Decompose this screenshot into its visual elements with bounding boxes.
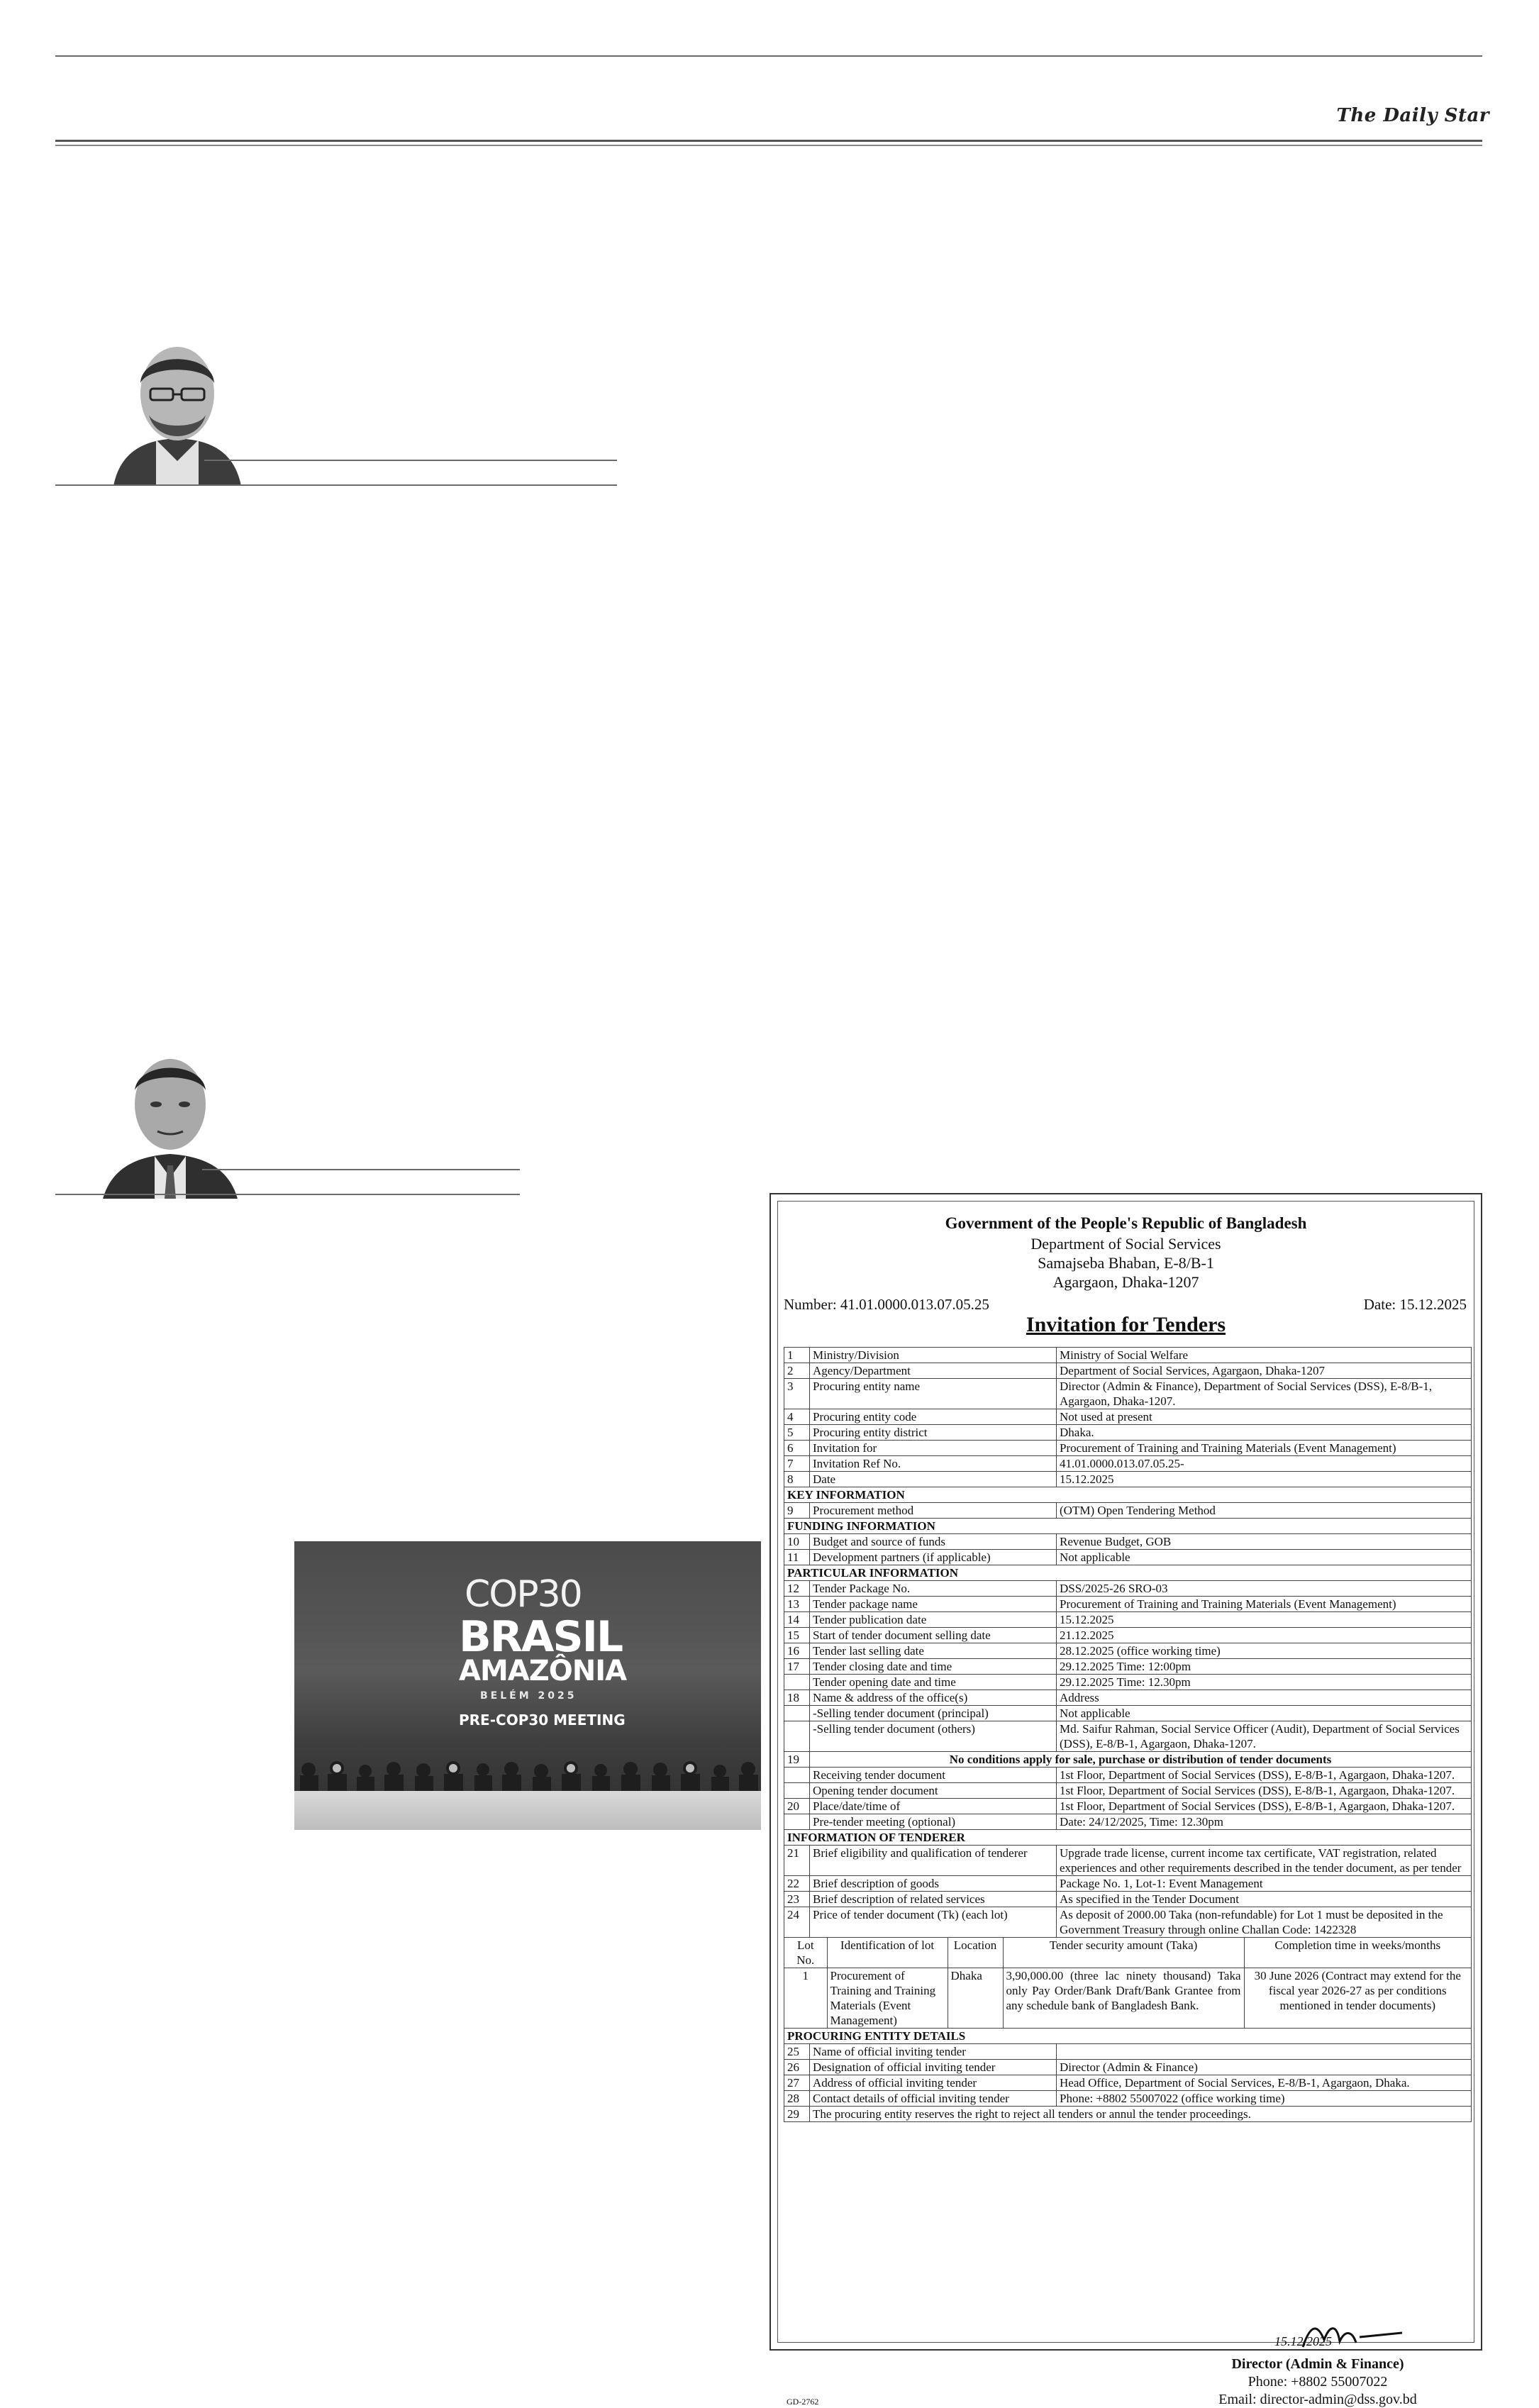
lot-lot-value: 1 xyxy=(784,1968,827,2029)
row-label: Procurement method xyxy=(810,1503,1057,1519)
row-number: 17 xyxy=(784,1659,810,1675)
row-value: Md. Saifur Rahman, Social Service Officer (Audit), Department of Social Services (DSS), E-8/B-1, Agargaon, Dhaka-1207. xyxy=(1057,1721,1472,1752)
table-row xyxy=(784,1768,1472,1783)
table-row xyxy=(784,1846,1472,1876)
row-label: Tender Package No. xyxy=(810,1581,1057,1597)
row-number xyxy=(784,1675,810,1690)
row-value: As deposit of 2000.00 Taka (non-refundable) for Lot 1 must be deposited in the Government Treasury through online Challan Code: 1422328 xyxy=(1057,1907,1472,1938)
table-row xyxy=(784,1581,1472,1597)
row-value xyxy=(1057,2044,1472,2060)
row-value: Phone: +8802 55007022 (office working time) xyxy=(1057,2091,1472,2107)
author-portrait xyxy=(99,1046,241,1199)
table-row xyxy=(784,1503,1472,1519)
lot-table-cell xyxy=(784,1938,1472,2029)
row-value: As specified in the Tender Document xyxy=(1057,1892,1472,1907)
signatory-email: Email: director-admin@dss.gov.bd xyxy=(1218,2392,1417,2407)
row-value: 28.12.2025 (office working time) xyxy=(1057,1643,1472,1659)
table-row xyxy=(784,1441,1472,1456)
row-number: 1 xyxy=(784,1348,810,1363)
row-label: Price of tender document (Tk) (each lot) xyxy=(810,1907,1057,1938)
table-row xyxy=(784,1659,1472,1675)
row-value: Not applicable xyxy=(1057,1706,1472,1721)
row-label: -Selling tender document (others) xyxy=(810,1721,1057,1752)
row-value: 15.12.2025 xyxy=(1057,1472,1472,1487)
row-number: 13 xyxy=(784,1597,810,1612)
section-heading: INFORMATION OF TENDERER xyxy=(784,1830,1472,1846)
signature-date: 15.12.2025 xyxy=(1274,2334,1332,2348)
signatory-title: Director (Admin & Finance) xyxy=(1231,2356,1404,2372)
row-value: Not applicable xyxy=(1057,1550,1472,1565)
row-label: Invitation Ref No. xyxy=(810,1456,1057,1472)
row-number: 2 xyxy=(784,1363,810,1379)
row-number: 28 xyxy=(784,2091,810,2107)
row-label: Budget and source of funds xyxy=(810,1534,1057,1550)
row-number: 19 xyxy=(784,1752,810,1768)
section-particular-information xyxy=(784,1565,1472,1581)
signature xyxy=(1218,2319,1459,2354)
table-row xyxy=(784,1363,1472,1379)
row-label: Tender opening date and time xyxy=(810,1675,1057,1690)
ad-address-line-2: Agargaon, Dhaka-1207 xyxy=(1052,1273,1199,1291)
row-label: Procuring entity name xyxy=(810,1379,1057,1409)
table-row xyxy=(784,1892,1472,1907)
row-label: Agency/Department xyxy=(810,1363,1057,1379)
row-number: 14 xyxy=(784,1612,810,1628)
photo-text-pre-cop30: PRE-COP30 MEETING xyxy=(459,1711,626,1729)
row-value: Director (Admin & Finance), Department of Social Services (DSS), E-8/B-1, Agargaon, Dhaka-1207. xyxy=(1057,1379,1472,1409)
author-rule-1a xyxy=(204,460,617,461)
table-row xyxy=(784,1409,1472,1425)
row-number: 15 xyxy=(784,1628,810,1643)
row-value: Director (Admin & Finance) xyxy=(1057,2060,1472,2075)
table-row xyxy=(784,1348,1472,1363)
row-number: 24 xyxy=(784,1907,810,1938)
photo-text-belem: BELÉM 2025 xyxy=(480,1690,577,1702)
table-row xyxy=(784,2075,1472,2091)
table-row xyxy=(784,1472,1472,1487)
table-row xyxy=(784,1814,1472,1830)
row-number: 11 xyxy=(784,1550,810,1565)
table-row xyxy=(784,1550,1472,1565)
row-label: Brief description of goods xyxy=(810,1876,1057,1892)
table-row xyxy=(784,1690,1472,1706)
row-label: Tender last selling date xyxy=(810,1643,1057,1659)
lot-loc-header: Location xyxy=(948,1938,1003,1968)
row-label: Invitation for xyxy=(810,1441,1057,1456)
lot-ident-value: Procurement of Training and Training Materials (Event Management) xyxy=(827,1968,948,2029)
lot-header-row xyxy=(784,1938,1471,1968)
row-label: Name & address of the office(s) xyxy=(810,1690,1057,1706)
row-label: Ministry/Division xyxy=(810,1348,1057,1363)
row-label: Date xyxy=(810,1472,1057,1487)
row-number xyxy=(784,1721,810,1752)
tender-ad-frame xyxy=(777,1201,1474,2407)
section-information-of-tenderer xyxy=(784,1830,1472,1846)
table-row xyxy=(784,1597,1472,1612)
row-label: -Selling tender document (principal) xyxy=(810,1706,1057,1721)
lot-lot-header: Lot No. xyxy=(796,1938,815,1967)
row-number: 16 xyxy=(784,1643,810,1659)
row-value: Procurement of Training and Training Materials (Event Management) xyxy=(1057,1441,1472,1456)
photo-text-brasil: BRASIL xyxy=(459,1612,623,1662)
ad-date: Date: 15.12.2025 xyxy=(1363,1296,1467,1313)
author-portrait xyxy=(106,333,248,486)
row-number: 23 xyxy=(784,1892,810,1907)
tender-info-table xyxy=(784,1347,1472,2122)
lot-loc-value: Dhaka xyxy=(948,1968,1003,2029)
table-row xyxy=(784,2091,1472,2107)
row-value: 41.01.0000.013.07.05.25- xyxy=(1057,1456,1472,1472)
row-number: 8 xyxy=(784,1472,810,1487)
row-number: 12 xyxy=(784,1581,810,1597)
ad-title: Invitation for Tenders xyxy=(1026,1313,1226,1336)
row-label: Contact details of official inviting tender xyxy=(810,2091,1057,2107)
row-value: Date: 24/12/2025, Time: 12.30pm xyxy=(1057,1814,1472,1830)
row-label: Tender publication date xyxy=(810,1612,1057,1628)
row-number: 9 xyxy=(784,1503,810,1519)
top-rule xyxy=(55,55,1482,57)
lot-sec-value: 3,90,000.00 (three lac ninety thousand) Taka only Pay Order/Bank Draft/Bank Grantee from any schedule bank of Bangladesh Bank. xyxy=(1003,1968,1244,2029)
table-row xyxy=(784,2060,1472,2075)
row-number: 25 xyxy=(784,2044,810,2060)
author-rule-2a xyxy=(202,1169,520,1170)
row-value: 15.12.2025 xyxy=(1057,1612,1472,1628)
row-label: Brief eligibility and qualification of tenderer xyxy=(810,1846,1057,1876)
row-label: Receiving tender document xyxy=(810,1768,1057,1783)
row-number: 5 xyxy=(784,1425,810,1441)
row-label: Brief description of related services xyxy=(810,1892,1057,1907)
row-label: Tender package name xyxy=(810,1597,1057,1612)
author-rule-2b xyxy=(55,1194,520,1195)
section-procuring-entity-details xyxy=(784,2029,1472,2044)
table-row xyxy=(784,1907,1472,1938)
header-rule-1 xyxy=(55,140,1482,142)
row-number: 29 xyxy=(784,2107,810,2122)
tender-advertisement xyxy=(770,1193,1482,2407)
ad-number-date-line xyxy=(784,1296,1467,1314)
photo-table xyxy=(294,1791,761,1830)
table-row xyxy=(784,1628,1472,1643)
row-value: Upgrade trade license, current income tax certificate, VAT registration, related experiences and other requirements described in the tender document, as per tender xyxy=(1057,1846,1472,1876)
row-text: The procuring entity reserves the right to reject all tenders or annul the tender proceedings. xyxy=(810,2107,1472,2122)
row-number: 27 xyxy=(784,2075,810,2091)
row-label: Designation of official inviting tender xyxy=(810,2060,1057,2075)
table-row-conditions xyxy=(784,1752,1472,1768)
row-number: 18 xyxy=(784,1690,810,1706)
row-number xyxy=(784,1706,810,1721)
table-row xyxy=(784,1612,1472,1628)
row-value: 21.12.2025 xyxy=(1057,1628,1472,1643)
row-value: Head Office, Department of Social Services, E-8/B-1, Agargaon, Dhaka. xyxy=(1057,2075,1472,2091)
lot-ident-header: Identification of lot xyxy=(827,1938,948,1968)
header-rule-2 xyxy=(55,145,1482,146)
table-row xyxy=(784,1876,1472,1892)
row-value: Procurement of Training and Training Materials (Event Management) xyxy=(1057,1597,1472,1612)
table-row xyxy=(784,1675,1472,1690)
lot-comp-header: Completion time in weeks/months xyxy=(1244,1938,1471,1968)
row-value: Package No. 1, Lot-1: Event Management xyxy=(1057,1876,1472,1892)
table-row xyxy=(784,1643,1472,1659)
row-label: Tender closing date and time xyxy=(810,1659,1057,1675)
masthead-logo: The Daily Star xyxy=(1336,105,1489,126)
section-heading: FUNDING INFORMATION xyxy=(784,1519,1472,1534)
section-key-information xyxy=(784,1487,1472,1503)
row-value: Department of Social Services, Agargaon, Dhaka-1207 xyxy=(1057,1363,1472,1379)
author-rule-1b xyxy=(55,484,617,486)
section-funding-information xyxy=(784,1519,1472,1534)
table-row-reservation xyxy=(784,2107,1472,2122)
row-label: Procuring entity district xyxy=(810,1425,1057,1441)
row-number: 4 xyxy=(784,1409,810,1425)
row-number: 6 xyxy=(784,1441,810,1456)
row-label: Opening tender document xyxy=(810,1783,1057,1799)
row-value: 1st Floor, Department of Social Services (DSS), E-8/B-1, Agargaon, Dhaka-1207. xyxy=(1057,1783,1472,1799)
photo-text-amazonia: AMAZÔNIA xyxy=(459,1655,627,1687)
table-row xyxy=(784,1379,1472,1409)
row-label: Pre-tender meeting (optional) xyxy=(810,1814,1057,1830)
row-label: Development partners (if applicable) xyxy=(810,1550,1057,1565)
ad-government-heading: Government of the People's Republic of Bangladesh xyxy=(945,1214,1307,1232)
lot-sec-header: Tender security amount (Taka) xyxy=(1003,1938,1244,1968)
table-row xyxy=(784,1706,1472,1721)
row-value: 29.12.2025 Time: 12:00pm xyxy=(1057,1659,1472,1675)
row-value: 1st Floor, Department of Social Services (DSS), E-8/B-1, Agargaon, Dhaka-1207. xyxy=(1057,1799,1472,1814)
ad-gd-number: GD-2762 xyxy=(787,2397,819,2407)
table-row xyxy=(784,2044,1472,2060)
lot-comp-value: 30 June 2026 (Contract may extend for the fiscal year 2026-27 as per conditions mentioned in tender documents) xyxy=(1244,1968,1471,2029)
row-number: 10 xyxy=(784,1534,810,1550)
table-row xyxy=(784,1534,1472,1550)
signatory-phone: Phone: +8802 55007022 xyxy=(1248,2374,1388,2390)
table-row xyxy=(784,1721,1472,1752)
row-value: Ministry of Social Welfare xyxy=(1057,1348,1472,1363)
photo-text-cop30: COP30 xyxy=(465,1573,582,1616)
row-number xyxy=(784,1768,810,1783)
row-number: 3 xyxy=(784,1379,810,1409)
row-value: DSS/2025-26 SRO-03 xyxy=(1057,1581,1472,1597)
section-heading: PROCURING ENTITY DETAILS xyxy=(784,2029,1472,2044)
cop30-meeting-photo xyxy=(294,1541,761,1830)
row-number xyxy=(784,1783,810,1799)
section-heading: KEY INFORMATION xyxy=(784,1487,1472,1503)
row-label: Start of tender document selling date xyxy=(810,1628,1057,1643)
row-value: Revenue Budget, GOB xyxy=(1057,1534,1472,1550)
table-row xyxy=(784,1799,1472,1814)
ad-address-line-1: Samajseba Bhaban, E-8/B-1 xyxy=(1038,1254,1214,1272)
lot-table xyxy=(784,1938,1471,2028)
ad-department: Department of Social Services xyxy=(1030,1235,1221,1253)
row-label: Place/date/time of xyxy=(810,1799,1057,1814)
row-number: 7 xyxy=(784,1456,810,1472)
row-number: 21 xyxy=(784,1846,810,1876)
table-row xyxy=(784,1456,1472,1472)
lot-data-row xyxy=(784,1968,1471,2029)
row-value: Address xyxy=(1057,1690,1472,1706)
row-value: (OTM) Open Tendering Method xyxy=(1057,1503,1472,1519)
row-value: Dhaka. xyxy=(1057,1425,1472,1441)
table-row xyxy=(784,1425,1472,1441)
row-value: 29.12.2025 Time: 12.30pm xyxy=(1057,1675,1472,1690)
row-number: 26 xyxy=(784,2060,810,2075)
row-number: 22 xyxy=(784,1876,810,1892)
row-text: No conditions apply for sale, purchase or distribution of tender documents xyxy=(810,1752,1472,1768)
row-value: Not used at present xyxy=(1057,1409,1472,1425)
row-number xyxy=(784,1814,810,1830)
ad-number: Number: 41.01.0000.013.07.05.25 xyxy=(784,1296,989,1313)
section-heading: PARTICULAR INFORMATION xyxy=(784,1565,1472,1581)
row-number: 20 xyxy=(784,1799,810,1814)
row-value: 1st Floor, Department of Social Services (DSS), E-8/B-1, Agargaon, Dhaka-1207. xyxy=(1057,1768,1472,1783)
row-label: Name of official inviting tender xyxy=(810,2044,1057,2060)
table-row xyxy=(784,1783,1472,1799)
row-label: Address of official inviting tender xyxy=(810,2075,1057,2091)
row-label: Procuring entity code xyxy=(810,1409,1057,1425)
lot-table-row xyxy=(784,1938,1472,2029)
